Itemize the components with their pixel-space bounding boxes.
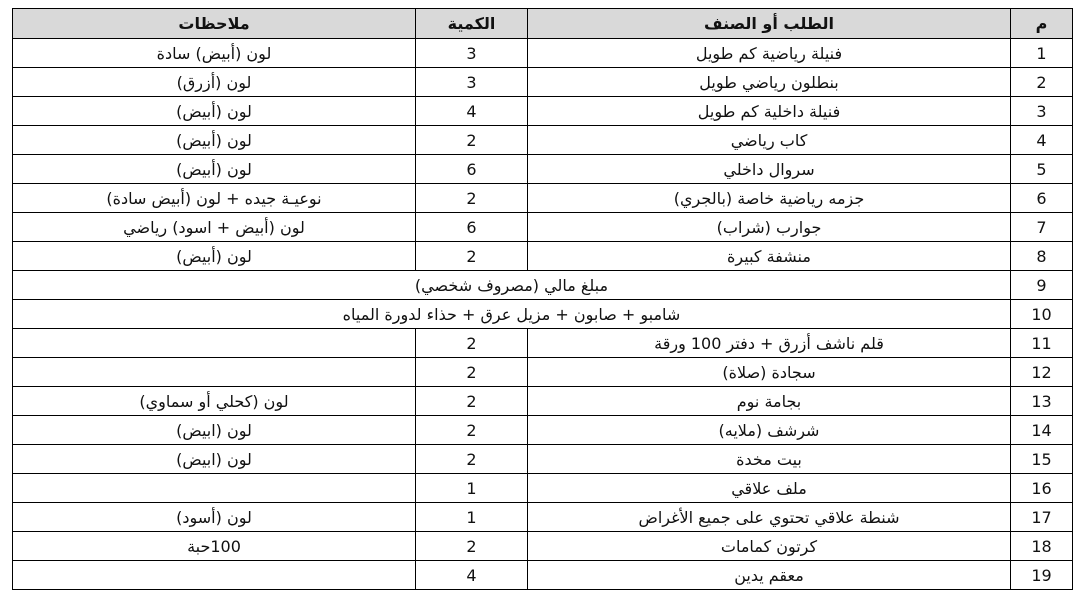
row-qty: 2: [416, 126, 528, 155]
row-item: فنيلة داخلية كم طويل: [528, 97, 1011, 126]
row-num: 5: [1011, 155, 1073, 184]
table-body: [13, 39, 1073, 590]
row-num: 8: [1011, 242, 1073, 271]
row-item: منشفة كبيرة: [528, 242, 1011, 271]
row-notes: نوعيـة جيده + لون (أبيض سادة): [13, 184, 416, 213]
row-num: 16: [1011, 474, 1073, 503]
row-qty: 2: [416, 387, 528, 416]
table-row-merged: [13, 271, 1073, 300]
items-table: [12, 8, 1073, 590]
row-qty: 1: [416, 474, 528, 503]
row-num: 6: [1011, 184, 1073, 213]
row-item: معقم يدين: [528, 561, 1011, 590]
row-num: 15: [1011, 445, 1073, 474]
row-notes: لون (ابيض): [13, 416, 416, 445]
row-qty: 2: [416, 242, 528, 271]
row-qty: 3: [416, 39, 528, 68]
row-notes: لون (أبيض): [13, 126, 416, 155]
row-num: 14: [1011, 416, 1073, 445]
row-item: قلم ناشف أزرق + دفتر 100 ورقة: [528, 329, 1011, 358]
row-qty: 6: [416, 213, 528, 242]
table-row: [13, 155, 1073, 184]
row-merged-item: مبلغ مالي (مصروف شخصي): [13, 271, 1011, 300]
row-qty: 1: [416, 503, 528, 532]
header-qty: الكمية: [416, 9, 528, 39]
row-qty: 3: [416, 68, 528, 97]
row-qty: 2: [416, 532, 528, 561]
row-item: ملف علاقي: [528, 474, 1011, 503]
row-qty: 2: [416, 184, 528, 213]
row-item: كرتون كمامات: [528, 532, 1011, 561]
table-row: [13, 184, 1073, 213]
table-row: [13, 416, 1073, 445]
row-item: كاب رياضي: [528, 126, 1011, 155]
table-row: [13, 39, 1073, 68]
header-notes: ملاحظات: [13, 9, 416, 39]
row-num: 12: [1011, 358, 1073, 387]
row-num: 17: [1011, 503, 1073, 532]
header-num: م: [1011, 9, 1073, 39]
row-item: بيت مخدة: [528, 445, 1011, 474]
row-num: 18: [1011, 532, 1073, 561]
row-qty: 2: [416, 358, 528, 387]
row-num: 4: [1011, 126, 1073, 155]
row-num: 2: [1011, 68, 1073, 97]
table-row: [13, 445, 1073, 474]
row-notes: 100حبة: [13, 532, 416, 561]
row-notes: [13, 358, 416, 387]
table-row: [13, 358, 1073, 387]
row-notes: لون (أبيض): [13, 97, 416, 126]
table-row: [13, 329, 1073, 358]
row-num: 1: [1011, 39, 1073, 68]
row-merged-item: شامبو + صابون + مزيل عرق + حذاء لدورة المياه: [13, 300, 1011, 329]
row-qty: 4: [416, 561, 528, 590]
document-page: [12, 8, 1072, 590]
row-notes: لون (أبيض): [13, 155, 416, 184]
table-row: [13, 242, 1073, 271]
table-row: [13, 68, 1073, 97]
row-item: شرشف (ملايه): [528, 416, 1011, 445]
row-item: جوارب (شراب): [528, 213, 1011, 242]
row-item: جزمه رياضية خاصة (بالجري): [528, 184, 1011, 213]
row-notes: لون (أبيض + اسود) رياضي: [13, 213, 416, 242]
row-num: 3: [1011, 97, 1073, 126]
row-item: شنطة علاقي تحتوي على جميع الأغراض: [528, 503, 1011, 532]
row-qty: 2: [416, 445, 528, 474]
row-notes: لون (أسود): [13, 503, 416, 532]
row-num: 11: [1011, 329, 1073, 358]
table-row: [13, 561, 1073, 590]
row-notes: لون (أزرق): [13, 68, 416, 97]
table-row-merged: [13, 300, 1073, 329]
row-notes: لون (كحلي أو سماوي): [13, 387, 416, 416]
row-item: بجامة نوم: [528, 387, 1011, 416]
row-item: فنيلة رياضية كم طويل: [528, 39, 1011, 68]
header-item: الطلب أو الصنف: [528, 9, 1011, 39]
row-notes: لون (أبيض): [13, 242, 416, 271]
row-num: 19: [1011, 561, 1073, 590]
row-num: 7: [1011, 213, 1073, 242]
row-num: 13: [1011, 387, 1073, 416]
row-qty: 4: [416, 97, 528, 126]
row-notes: لون (أبيض) سادة: [13, 39, 416, 68]
row-num: 9: [1011, 271, 1073, 300]
row-notes: [13, 474, 416, 503]
table-row: [13, 387, 1073, 416]
table-row: [13, 474, 1073, 503]
table-row: [13, 532, 1073, 561]
row-qty: 6: [416, 155, 528, 184]
row-qty: 2: [416, 329, 528, 358]
table-row: [13, 503, 1073, 532]
table-row: [13, 213, 1073, 242]
row-notes: لون (ابيض): [13, 445, 416, 474]
row-notes: [13, 561, 416, 590]
row-item: بنطلون رياضي طويل: [528, 68, 1011, 97]
row-num: 10: [1011, 300, 1073, 329]
row-qty: 2: [416, 416, 528, 445]
row-item: سروال داخلي: [528, 155, 1011, 184]
row-item: سجادة (صلاة): [528, 358, 1011, 387]
header-row: [13, 9, 1073, 39]
table-row: [13, 126, 1073, 155]
row-notes: [13, 329, 416, 358]
table-row: [13, 97, 1073, 126]
